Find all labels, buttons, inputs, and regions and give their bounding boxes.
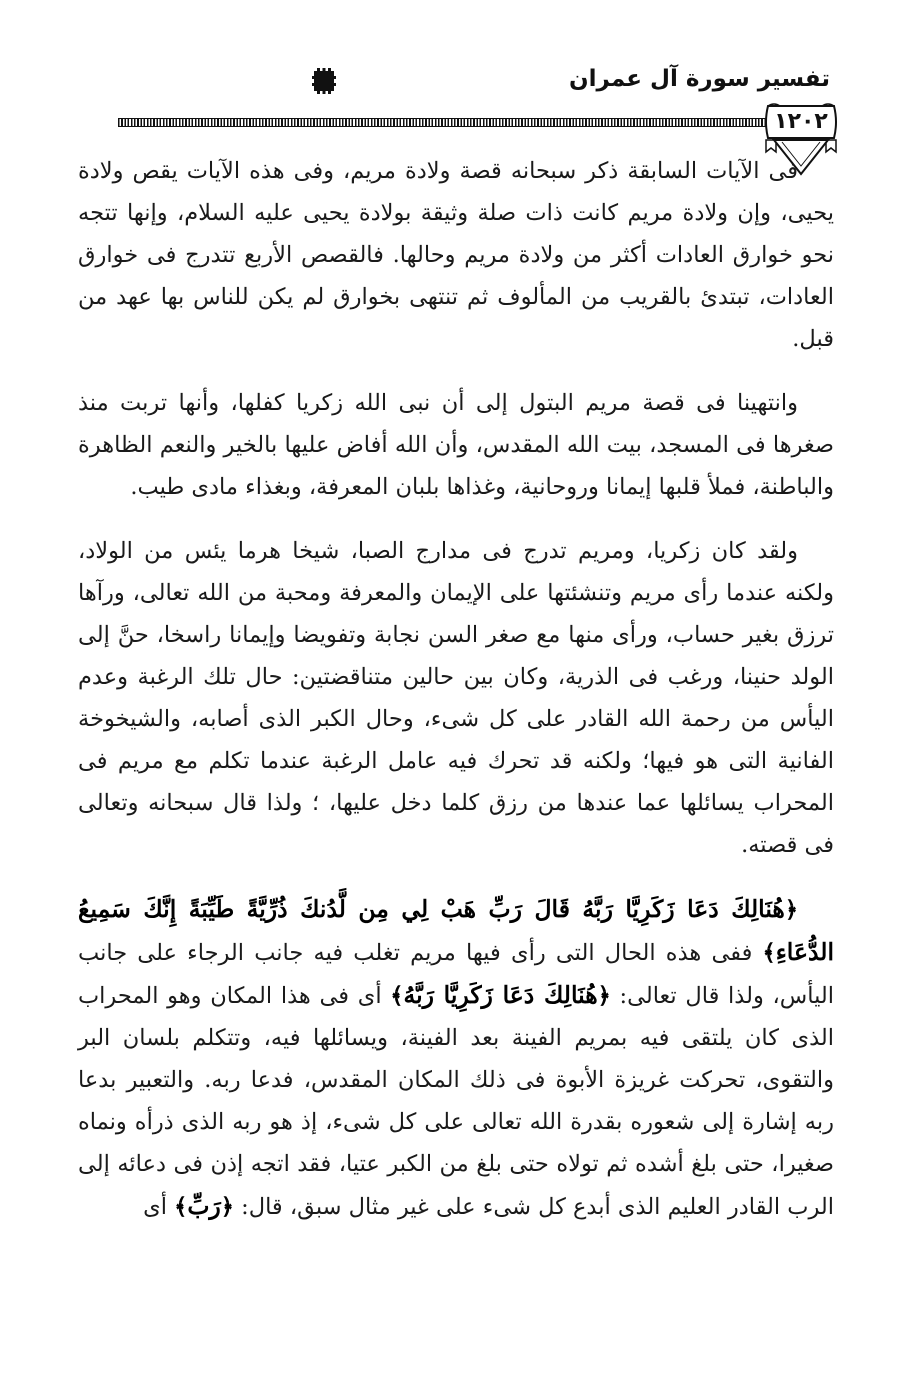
quran-bracket-open: ﴿	[220, 1194, 234, 1220]
quran-bracket-open: ﴿	[784, 897, 798, 923]
quran-bracket-close: ﴾	[762, 940, 776, 966]
body-text	[78, 150, 834, 1250]
paragraph-4-text-2: أى فى هذا المكان وهو المحراب الذى كان يلتقى فيه بمريم الفينة بعد الفينة، ويسائلها فيه، وتتكلم بلسان البر والتقوى، تحركت غريزة الأبوة فى ذلك المكان المقدس، فدعا ربه. والتعبير بدعا ربه إشارة إلى شعوره بقدرة الله تعالى على كل شىء، إذ هو ربه الذى ذرأه ونماه صغيرا، حتى بلغ أشده ثم تولاه حتى بلغ من الكبر عتيا، فقد اتجه إذن فى دعائه إلى الرب القادر العليم الذى أبدع كل شىء على غير مثال سبق، قال:	[78, 983, 834, 1220]
paragraph-2: وانتهينا فى قصة مريم البتول إلى أن نبى الله زكريا كفلها، وأنها تربت منذ صغرها فى المسجد، بيت الله المقدس، وأن الله أفاض عليها بالخير والنعم الظاهرة والباطنة، فملأ قلبها إيمانا وروحانية، وغذاها بلبان المعرفة، وبغذاء مادى طيب.	[78, 390, 834, 500]
running-header-title: تفسير سورة آل عمران	[569, 66, 830, 92]
header-ornament-icon	[312, 68, 336, 94]
paragraph-4	[78, 888, 834, 1228]
quran-bracket-open: ﴿	[597, 983, 611, 1009]
paragraph-1: فى الآيات السابقة ذكر سبحانه قصة ولادة مريم، وفى هذه الآيات يقص ولادة يحيى، وإن ولادة مريم كانت ذات صلة وثيقة بولادة يحيى عليه السلام، وإنها تتجه نحو خوارق العادات أكثر من ولادة مريم وحالها. فالقصص الأربع تتدرج فى خوارق العادات، تبتدئ بالقريب من المألوف ثم تنتهى بخوارق لم يكن للناس بها عهد من قبل.	[78, 158, 834, 352]
header-divider-rule	[118, 118, 770, 127]
quran-verse-1: هُنَالِكَ دَعَا زَكَرِيَّا رَبَّهُ قَالَ رَبِّ هَبْ لِي مِن لَّدُنكَ ذُرِّيَّةً طَيِّبَةً إِنَّكَ سَمِيعُ الدُّعَاءِ	[78, 895, 834, 966]
paragraph-3: ولقد كان زكريا، ومريم تدرج فى مدارج الصبا، شيخا هرما يئس من الولاد، ولكنه عندما رأى مريم وتنشئتها على الإيمان والمعرفة ومحبة من الله تعالى، ورآها ترزق بغير حساب، ورأى منها مع صغر السن نجابة وتفويضا وإيمانا راسخا، حنَّ إلى الولد حنينا، ورغب فى الذرية، وكان بين حالين متناقضتين: حال تلك الرغبة وعدم اليأس من رحمة الله القادر على كل شىء، وحال الكبر الذى أصابه، والشيخوخة الفانية التى هو فيها؛ ولكنه قد تحرك فيه عامل الرغبة عندما تكلم مع مريم فى المحراب يسائلها عما عندها من رزق كلما دخل عليها، ؛ ولذا قال سبحانه وتعالى فى قصته.	[78, 538, 834, 858]
paragraph-4-text-1: ففى هذه الحال التى رأى فيها مريم تغلب فيه جانب الرجاء على جانب اليأس، ولذا قال تعالى:	[78, 940, 834, 1009]
quran-bracket-close: ﴾	[390, 983, 404, 1009]
quran-verse-2: هُنَالِكَ دَعَا زَكَرِيَّا رَبَّهُ	[403, 981, 598, 1009]
paragraph-4-text-3: أى	[143, 1194, 167, 1220]
quran-verse-3: رَبِّ	[187, 1192, 221, 1220]
page-number: ١٢٠٢	[774, 109, 828, 134]
quran-bracket-close: ﴾	[174, 1194, 188, 1220]
